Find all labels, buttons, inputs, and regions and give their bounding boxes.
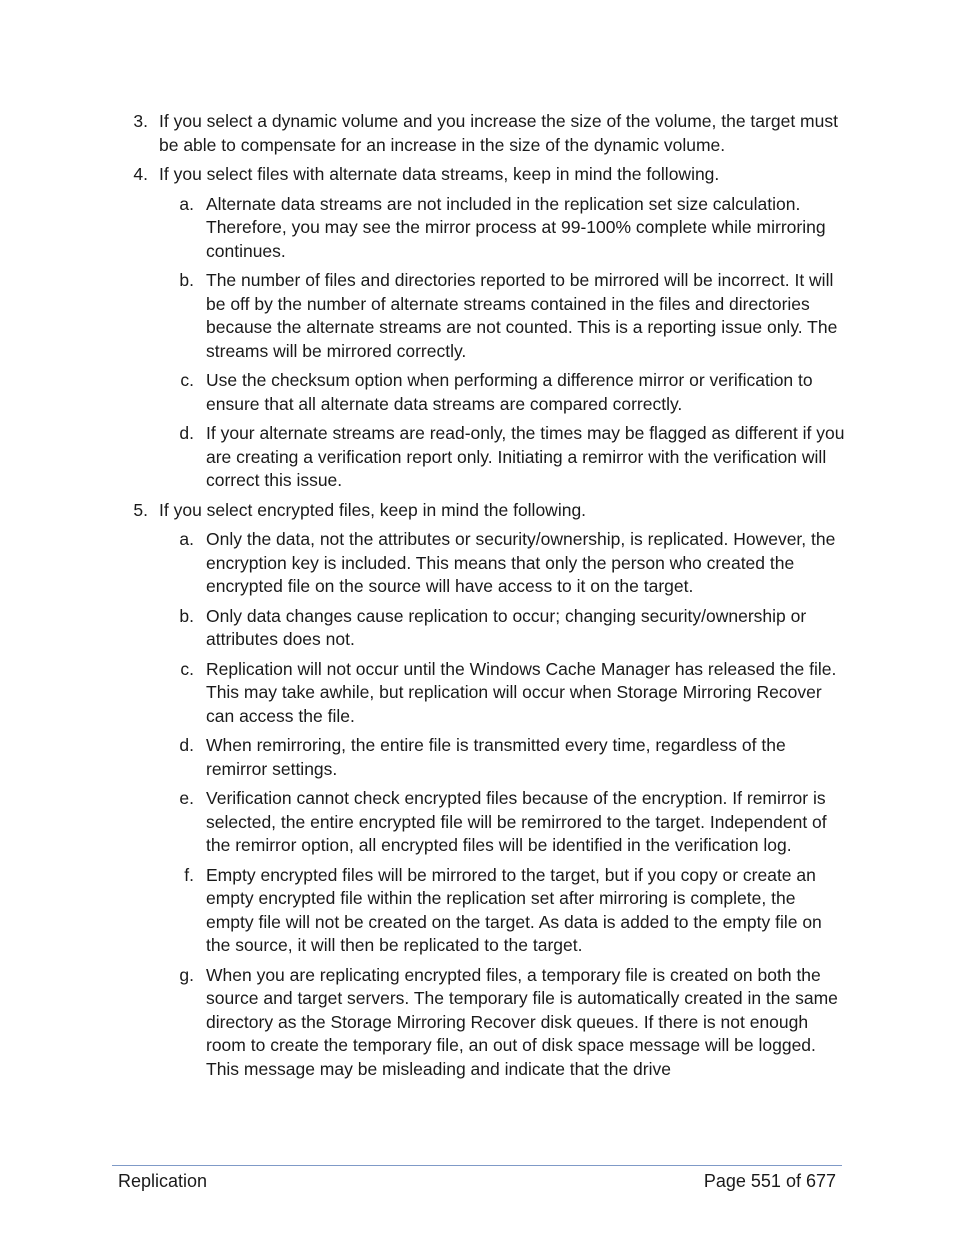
sub-list-item: [0, 528, 954, 599]
sub-list-marker: a.: [179, 529, 194, 549]
sub-list-item: [0, 964, 954, 1082]
sub-list-item: [0, 605, 954, 652]
sub-list-item-text: Only data changes cause replication to occur; changing security/ownership or attributes does not.: [206, 605, 807, 649]
sub-list-item: [0, 193, 954, 264]
sub-list-marker: a.: [179, 193, 194, 214]
sub-list-item-text: If your alternate streams are read-only, the times may be flagged as different if you are creating a verification report only. Initiating a remirror with the verification will correct this issue.: [206, 423, 845, 490]
sub-list-item-text: Use the checksum option when performing a difference mirror or verification to ensure that all alternate data streams are compared correctly.: [206, 370, 813, 414]
sub-list-item-text: Empty encrypted files will be mirrored to the target, but if you copy or create an empty encrypted file within the replication set after mirroring is complete, the empty file will not be created on the target. As data is added to the empty file on the source, it will then be replicated to the target.: [206, 864, 822, 955]
sub-list-item-text: The number of files and directories reported to be mirrored will be incorrect. It will be off by the number of alternate streams contained in the files and directories because the alternate streams are not counted. This is a reporting issue only. The streams will be mirrored correctly.: [206, 270, 838, 361]
sub-list-item: [0, 864, 954, 958]
sub-list-marker: b.: [179, 270, 194, 290]
sub-list-marker: d.: [179, 423, 194, 443]
sub-list: [0, 193, 954, 493]
sub-list-marker: c.: [180, 370, 194, 390]
sub-list-marker: b.: [179, 605, 194, 626]
sub-list-item: [0, 269, 954, 363]
sub-list-item: [0, 422, 954, 493]
sub-list-item-text: Alternate data streams are not included in the replication set size calculation. Therefore, you may see the mirror process at 99-100% complete while mirroring continues.: [206, 193, 826, 261]
footer-section-title: Replication: [118, 1171, 208, 1191]
page-body: [0, 110, 954, 1087]
sub-list-marker: g.: [179, 964, 194, 985]
footer-page-number: Page 551 of 677: [703, 1171, 836, 1191]
footer-divider: [112, 1165, 842, 1166]
sub-list-item-text: Only the data, not the attributes or security/ownership, is replicated. However, the encryption key is included. This means that only the person who created the encrypted file on the source will have access to it on the target.: [206, 529, 836, 596]
sub-list-item-text: When remirroring, the entire file is transmitted every time, regardless of the remirror settings.: [206, 735, 786, 779]
sub-list-item-text: Replication will not occur until the Windows Cache Manager has released the file. This may take awhile, but replication will occur when Storage Mirroring Recover can access the file.: [206, 658, 837, 726]
list-item-text: If you select files with alternate data streams, keep in mind the following.: [159, 164, 720, 184]
sub-list-item: [0, 787, 954, 858]
sub-list-item: [0, 658, 954, 729]
sub-list-item: [0, 734, 954, 781]
sub-list-item: [0, 369, 954, 416]
list-marker: 4.: [133, 164, 148, 184]
sub-list: [0, 528, 954, 1081]
list-item: [0, 499, 954, 1082]
list-marker: 3.: [133, 111, 148, 131]
sub-list-marker: c.: [180, 658, 194, 679]
list-marker: 5.: [133, 499, 148, 520]
list-item-text: If you select encrypted files, keep in mind the following.: [159, 499, 587, 520]
sub-list-marker: d.: [179, 735, 194, 755]
list-item: [0, 163, 954, 493]
sub-list-marker: e.: [179, 788, 194, 808]
list-item-text: If you select a dynamic volume and you increase the size of the volume, the target must be able to compensate for an increase in the size of the dynamic volume.: [159, 111, 838, 155]
sub-list-item-text: Verification cannot check encrypted files because of the encryption. If remirror is selected, the entire encrypted file will be remirrored to the target. Independent of the remirror option, all encrypted files will be identified in the verification log.: [206, 788, 827, 855]
sub-list-item-text: When you are replicating encrypted files, a temporary file is created on both the source and target servers. The temporary file is automatically created in the same directory as the Storage Mirroring Recover disk queues. If there is not enough room to create the temporary file, an out of disk space message will be logged. This message may be misleading and indicate that the drive: [206, 964, 838, 1079]
list-item: [0, 110, 954, 157]
sub-list-marker: f.: [184, 864, 194, 885]
